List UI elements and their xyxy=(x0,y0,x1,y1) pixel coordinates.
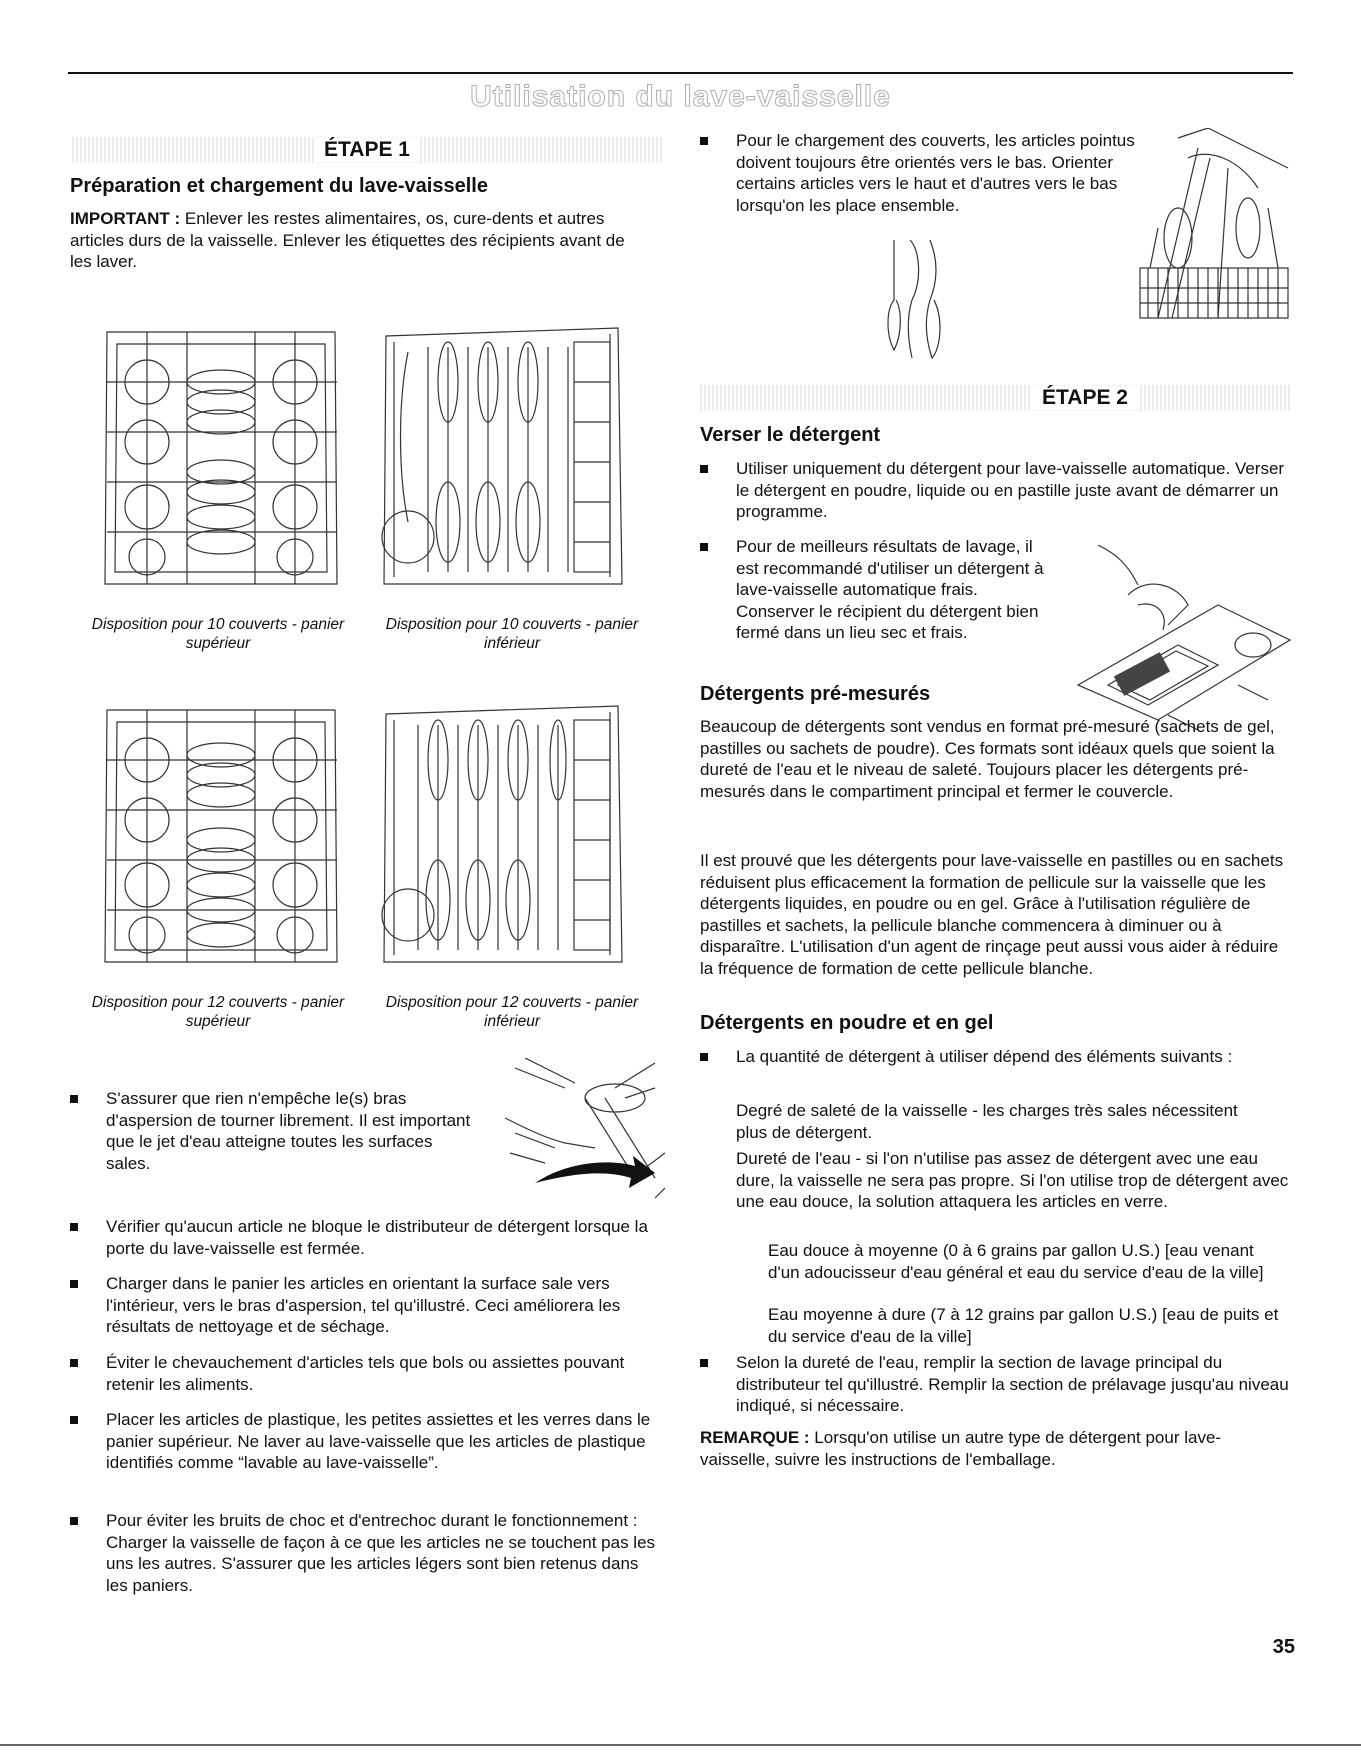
hard-water-text: Eau moyenne à dure (7 à 12 grains par gallon U.S.) [eau de puits et du service d'eau de la ville] xyxy=(768,1305,1279,1346)
detergent-dispenser-figure xyxy=(1068,545,1293,730)
section-heading-preparation: Préparation et chargement du lave-vaisselle xyxy=(70,175,488,197)
section-heading-premeasured: Détergents pré-mesurés xyxy=(700,683,931,705)
top-rule xyxy=(68,72,1293,74)
list-item: Placer les articles de plastique, les petites assiettes et les verres dans le panier supérieur. Ne laver au lave-vaisselle que les articles de plastique identifiés comme “lavable au lave-vaisselle”. xyxy=(70,1409,660,1497)
rack-12-lower-figure xyxy=(378,700,628,972)
caption-12-lower: Disposition pour 12 couverts - panier inférieur xyxy=(385,994,639,1030)
caption-10-lower: Disposition pour 10 couverts - panier inférieur xyxy=(385,616,639,652)
page-title: Utilisation du lave-vaisselle xyxy=(470,80,891,113)
step-2-label: ÉTAPE 2 xyxy=(1032,386,1138,410)
list-item: Utiliser uniquement du détergent pour lave-vaisselle automatique. Verser le détergent en poudre, liquide ou en pastille juste avant de démarrer un programme. xyxy=(700,458,1290,524)
rack-10-upper-figure xyxy=(97,322,345,594)
list-item: Vérifier qu'aucun article ne bloque le distributeur de détergent lorsque la porte du lave-vaisselle est fermée. xyxy=(70,1216,660,1260)
silverware-basket-figure xyxy=(1138,128,1290,326)
page-number: 35 xyxy=(1272,1636,1295,1658)
cutlery-figure xyxy=(882,240,950,362)
rack-12-upper-figure xyxy=(97,700,345,972)
step-1-label: ÉTAPE 1 xyxy=(314,138,420,162)
important-text: Enlever les restes alimentaires, os, cure-dents et autres articles durs de la vaisselle. Enlever les étiquettes des récipients avant de les laver. xyxy=(70,209,625,271)
note-paragraph xyxy=(700,1427,1290,1470)
note-text: Lorsqu'on utilise un autre type de détergent pour lave-vaisselle, suivre les instructions de l'emballage. xyxy=(700,1428,1222,1469)
rack-10-lower-figure xyxy=(378,322,628,594)
list-item: La quantité de détergent à utiliser dépend des éléments suivants : xyxy=(700,1046,1290,1090)
premeasured-paragraph-2: Il est prouvé que les détergents pour lave-vaisselle en pastilles ou en sachets réduisent plus efficacement la formation de pellicule sur la vaisselle que les détergents liquides, en poudre ou en gel. Grâce à l'utilisation régulière de pastilles et sachets, la pellicule blanche commencera à diminuer ou à disparaître. L'utilisation d'un agent de rinçage peut aussi vous aider à réduire la fréquence de formation de cette pellicule blanche. xyxy=(700,851,1284,978)
soft-water-text: Eau douce à moyenne (0 à 6 grains par gallon U.S.) [eau venant d'un adoucisseur d'eau général et eau du service d'eau de la ville] xyxy=(768,1241,1264,1282)
spray-arm-figure xyxy=(505,1058,665,1208)
soil-level-text: Degré de saleté de la vaisselle - les charges très sales nécessitent plus de détergent. xyxy=(736,1101,1238,1142)
caption-10-upper: Disposition pour 10 couverts - panier supérieur xyxy=(91,616,345,652)
premeasured-paragraph-1: Beaucoup de détergents sont vendus en format pré-mesuré (sachets de gel, pastilles ou sachets de poudre). Ces formats sont idéaux quels que soient la dureté de l'eau et le niveau de saleté. Toujours placer les détergents pré-mesurés dans le compartiment principal et fermer le couvercle. xyxy=(700,717,1275,801)
section-heading-detergent: Verser le détergent xyxy=(700,424,881,446)
water-hardness-text: Dureté de l'eau - si l'on n'utilise pas assez de détergent avec une eau dure, la vaisselle ne sera pas propre. Si l'on utilise trop de détergent avec une eau douce, la solution attaquera les articles en verre. xyxy=(736,1149,1289,1211)
list-item: Selon la dureté de l'eau, remplir la section de lavage principal du distributeur tel qu'illustré. Remplir la section de prélavage jusqu'au niveau indiqué, si nécessaire. xyxy=(700,1352,1290,1418)
list-item: Pour de meilleurs résultats de lavage, il est recommandé d'utiliser un détergent à lave-vaisselle automatique frais. Conserver le récipient du détergent bien fermé dans un lieu sec et frais. xyxy=(700,536,1060,668)
list-item: Éviter le chevauchement d'articles tels que bols ou assiettes pouvant retenir les aliments. xyxy=(70,1352,660,1396)
important-label: IMPORTANT : xyxy=(70,209,181,228)
important-paragraph xyxy=(70,208,650,273)
list-item: Charger dans le panier les articles en orientant la surface sale vers l'intérieur, vers le bras d'aspersion, tel qu'illustré. Ceci améliorera les résultats de nettoyage et de séchage. xyxy=(70,1273,660,1339)
list-item: Pour éviter les bruits de choc et d'entrechoc durant le fonctionnement : Charger la vaisselle de façon à ce que les articles ne se touchent pas les uns les autres. S'assurer que les articles légers sont bien retenus dans les paniers. xyxy=(70,1510,660,1598)
list-item: S'assurer que rien n'empêche le(s) bras d'aspersion de tourner librement. Il est important que le jet d'eau atteigne toutes les surfaces sales. xyxy=(70,1088,480,1178)
caption-12-upper: Disposition pour 12 couverts - panier supérieur xyxy=(91,994,345,1030)
section-heading-powder-gel: Détergents en poudre et en gel xyxy=(700,1012,994,1034)
bottom-rule xyxy=(0,1744,1361,1746)
note-label: REMARQUE : xyxy=(700,1428,810,1447)
list-item: Pour le chargement des couverts, les articles pointus doivent toujours être orientés vers le bas. Orienter certains articles vers le haut et d'autres vers le bas lorsqu'on les place ensemble. xyxy=(700,130,1140,220)
step-2-banner xyxy=(700,385,1290,411)
step-1-banner xyxy=(72,137,662,163)
